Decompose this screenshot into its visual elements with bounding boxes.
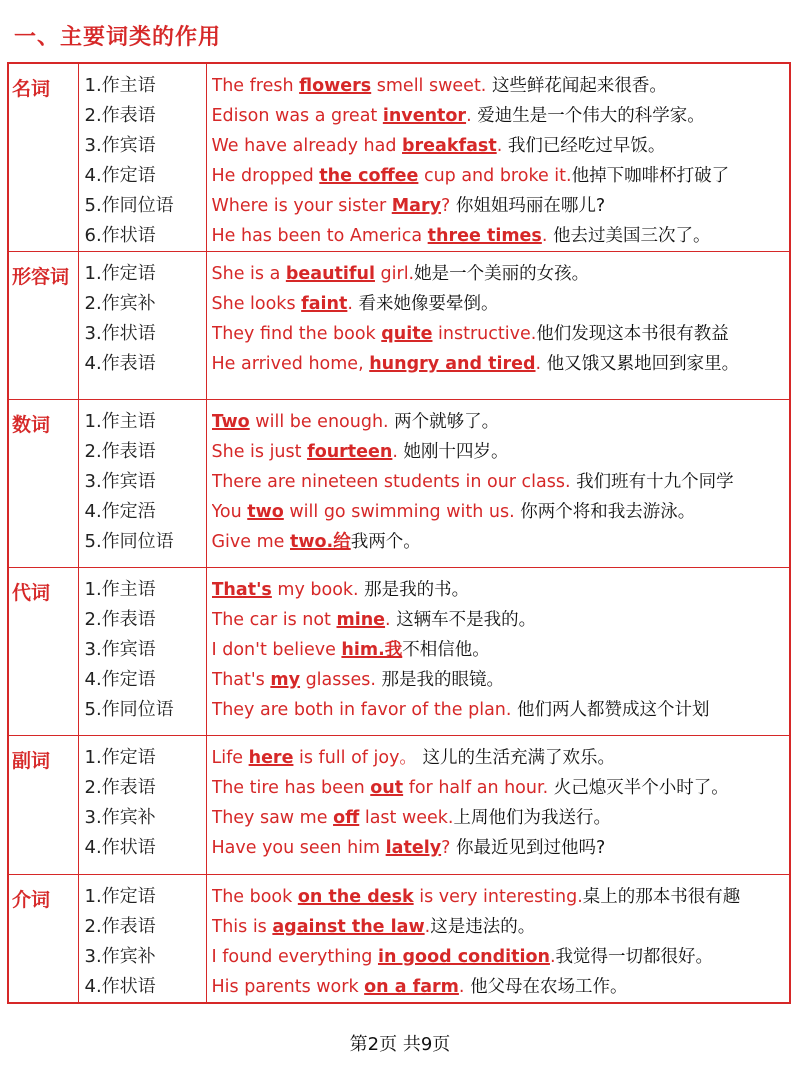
highlighted-word: against the law [272, 917, 425, 937]
chinese-translation: 这是违法的。 [430, 917, 536, 937]
sentence-text: His parents work [211, 977, 365, 997]
highlighted-word: fourteen [307, 442, 393, 462]
sentence-text: He arrived home, [211, 354, 370, 374]
sentence-text: my book. [271, 580, 365, 600]
sentence-text: last week. [359, 808, 454, 828]
highlighted-word: two.给 [290, 532, 351, 552]
roles-cell [78, 736, 206, 875]
sentence-text: smell sweet. [371, 76, 492, 96]
chinese-translation: 他去过美国三次了。 [552, 226, 711, 246]
example-sentence [212, 527, 790, 557]
example-sentence [212, 773, 790, 803]
chinese-translation: 他又饿又累地回到家里。 [546, 354, 740, 374]
example-sentence [212, 942, 790, 972]
example-sentence [212, 71, 790, 101]
example-sentence [212, 131, 790, 161]
example-sentence [212, 319, 790, 349]
example-sentence [212, 191, 790, 221]
role-label: 1.作主语 [84, 75, 156, 96]
sentence-text: glasses. [300, 670, 382, 690]
example-sentence [212, 497, 790, 527]
section-row [8, 736, 790, 875]
role-label: 1.作主语 [84, 579, 156, 600]
sentence-text: Life [211, 748, 249, 768]
chinese-translation: 我们已经吃过早饭。 [507, 136, 666, 156]
role-label: 2.作表语 [84, 916, 156, 937]
role-label: 5.作同位语 [84, 195, 174, 216]
highlighted-word: quite [381, 324, 433, 344]
chinese-translation: 不相信他。 [402, 640, 490, 660]
sentence-text: We have already had [211, 136, 403, 156]
sentence-text: Edison was a great [211, 106, 383, 126]
sentence-text: Where is your sister [211, 196, 392, 216]
role-label: 4.作表语 [84, 353, 156, 374]
highlighted-word: breakfast [402, 136, 497, 156]
sentence-text: . [424, 917, 431, 937]
highlighted-word: mine [336, 610, 386, 630]
chinese-translation: 我们班有十九个同学 [576, 472, 734, 492]
sentence-text: instructive. [432, 324, 537, 344]
sentence-text: . [392, 442, 404, 462]
highlighted-word: faint [301, 294, 348, 314]
role-label: 1.作定语 [84, 886, 156, 907]
role-label: 2.作表语 [84, 609, 156, 630]
highlighted-word: flowers [299, 76, 372, 96]
example-sentence [212, 912, 790, 942]
sentence-text: . [549, 947, 556, 967]
roles-cell [78, 568, 206, 736]
chinese-translation: 那是我的书。 [364, 580, 470, 600]
chinese-translation: 他掉下咖啡杯打破了 [571, 166, 730, 186]
highlighted-word: hungry and tired [369, 354, 536, 374]
role-label: 3.作宾语 [84, 639, 156, 660]
role-label: 5.作同位语 [84, 531, 174, 552]
sentence-text: ? [441, 196, 456, 216]
page-heading: 一、主要词类的作用 [14, 25, 222, 50]
sentence-text: . [385, 610, 397, 630]
sentence-text: is full of joy。 [293, 748, 423, 768]
role-label: 2.作表语 [84, 441, 156, 462]
sentence-text: She is just [211, 442, 308, 462]
role-label: 4.作定语 [84, 165, 156, 186]
sentence-text: He has been to America [211, 226, 428, 246]
examples-cell [206, 252, 790, 400]
sentence-text: for half an hour. [403, 778, 554, 798]
section-row [8, 400, 790, 568]
role-label: 2.作宾补 [84, 293, 156, 314]
role-label: 5.作同位语 [84, 699, 174, 720]
role-label: 2.作表语 [84, 777, 156, 798]
sentence-text: . [347, 294, 359, 314]
highlighted-word: three times [427, 226, 542, 246]
example-sentence [212, 101, 790, 131]
example-sentence [212, 289, 790, 319]
roles-cell [78, 400, 206, 568]
role-label: 6.作状语 [84, 225, 156, 246]
sentence-text: . [466, 106, 478, 126]
chinese-translation: 桌上的那本书很有趣 [582, 887, 741, 907]
example-sentence [212, 161, 790, 191]
role-label: 2.作表语 [84, 105, 156, 126]
example-sentence [212, 349, 790, 379]
role-label: 3.作宾语 [84, 135, 156, 156]
example-sentence [212, 437, 790, 467]
category-label: 数词 [8, 400, 78, 568]
highlighted-word: Mary [391, 196, 442, 216]
example-sentence [212, 882, 790, 912]
highlighted-word: two [247, 502, 284, 522]
sentence-text: They saw me [211, 808, 334, 828]
chinese-translation: 我觉得一切都很好。 [555, 947, 714, 967]
chinese-translation: 这些鲜花闻起来很香。 [491, 76, 667, 96]
example-sentence [212, 407, 790, 437]
example-sentence [212, 803, 790, 833]
category-label: 副词 [8, 736, 78, 875]
grammar-table-body [8, 63, 790, 1003]
sentence-text: They are both in favor of the plan. [211, 700, 518, 720]
sentence-text: You [211, 502, 248, 522]
sentence-text: I found everything [211, 947, 378, 967]
highlighted-word: in good condition [377, 947, 550, 967]
highlighted-word: on the desk [297, 887, 414, 907]
sentence-text: There are nineteen students in our class. [211, 472, 577, 492]
chinese-translation: 你姐姐玛丽在哪儿? [455, 196, 606, 216]
example-sentence [212, 575, 790, 605]
role-label: 4.作状语 [84, 837, 156, 858]
chinese-translation: 你最近见到过他吗? [455, 838, 606, 858]
sentence-text: This is [211, 917, 273, 937]
highlighted-word: lately [385, 838, 442, 858]
highlighted-word: That's [211, 580, 272, 600]
highlighted-word: beautiful [285, 264, 375, 284]
sentence-text: girl. [374, 264, 415, 284]
sentence-text: will be enough. [249, 412, 395, 432]
highlighted-word: him.我 [341, 640, 403, 660]
role-label: 1.作主语 [84, 411, 156, 432]
role-label: 3.作宾补 [84, 807, 156, 828]
sentence-text: ? [441, 838, 456, 858]
role-label: 4.作定浯 [84, 501, 156, 522]
sentence-text: cup and broke it. [418, 166, 572, 186]
chinese-translation: 我两个。 [350, 532, 421, 552]
category-label: 介词 [8, 875, 78, 1004]
sentence-text: The tire has been [211, 778, 371, 798]
chinese-translation: 她是一个美丽的女孩。 [414, 264, 590, 284]
sentence-text: will go swimming with us. [283, 502, 521, 522]
category-label: 形容词 [8, 252, 78, 400]
roles-cell [78, 63, 206, 252]
sentence-text: She is a [211, 264, 286, 284]
sentence-text: is very interesting. [413, 887, 583, 907]
sentence-text: They find the book [211, 324, 382, 344]
role-label: 3.作宾补 [84, 946, 156, 967]
sentence-text: . [541, 226, 553, 246]
highlighted-word: inventor [382, 106, 467, 126]
example-sentence [212, 833, 790, 863]
chinese-translation: 他们两人都赞成这个计划 [517, 700, 710, 720]
examples-cell [206, 63, 790, 252]
sentence-text: He dropped [211, 166, 320, 186]
category-label: 名词 [8, 63, 78, 252]
example-sentence [212, 972, 790, 1002]
examples-cell [206, 568, 790, 736]
example-sentence [212, 635, 790, 665]
grammar-table [7, 62, 791, 1004]
section-row [8, 252, 790, 400]
chinese-translation: 你两个将和我去游泳。 [520, 502, 696, 522]
example-sentence [212, 467, 790, 497]
role-label: 1.作定语 [84, 747, 156, 768]
chinese-translation: 火己熄灭半个小时了。 [553, 778, 729, 798]
highlighted-word: out [370, 778, 404, 798]
example-sentence [212, 221, 790, 251]
role-label: 3.作状语 [84, 323, 156, 344]
sentence-text: I don't believe [211, 640, 342, 660]
example-sentence [212, 665, 790, 695]
examples-cell [206, 736, 790, 875]
category-label: 代词 [8, 568, 78, 736]
examples-cell [206, 875, 790, 1004]
chinese-translation: 那是我的眼镜。 [381, 670, 505, 690]
sentence-text: . [496, 136, 508, 156]
section-row [8, 63, 790, 252]
section-row [8, 875, 790, 1004]
page-number: 第2页 共9页 [349, 1034, 451, 1055]
chinese-translation: 她刚十四岁。 [403, 442, 509, 462]
highlighted-word: the coffee [319, 166, 419, 186]
example-sentence [212, 605, 790, 635]
chinese-translation: 上周他们为我送行。 [453, 808, 611, 828]
sentence-text: The fresh [211, 76, 300, 96]
example-sentence [212, 695, 790, 725]
sentence-text: . [535, 354, 547, 374]
example-sentence [212, 259, 790, 289]
highlighted-word: here [248, 748, 294, 768]
chinese-translation: 他父母在农场工作。 [470, 977, 628, 997]
chinese-translation: 爱迪生是一个伟大的科学家。 [477, 106, 705, 126]
highlighted-word: on a farm [364, 977, 459, 997]
role-label: 1.作定语 [84, 263, 156, 284]
sentence-text: The car is not [211, 610, 337, 630]
sentence-text: Give me [211, 532, 290, 552]
chinese-translation: 看来她像要晕倒。 [358, 294, 499, 314]
role-label: 4.作状语 [84, 976, 156, 997]
roles-cell [78, 252, 206, 400]
example-sentence [212, 743, 790, 773]
highlighted-word: my [270, 670, 301, 690]
role-label: 4.作定语 [84, 669, 156, 690]
highlighted-word: Two [211, 412, 250, 432]
examples-cell [206, 400, 790, 568]
chinese-translation: 他们发现这本书很有教益 [536, 324, 729, 344]
sentence-text: Have you seen him [211, 838, 386, 858]
highlighted-word: off [333, 808, 360, 828]
roles-cell [78, 875, 206, 1004]
sentence-text: . [458, 977, 471, 997]
role-label: 3.作宾语 [84, 471, 156, 492]
chinese-translation: 两个就够了。 [394, 412, 500, 432]
sentence-text: That's [211, 670, 271, 690]
section-row [8, 568, 790, 736]
sentence-text: The book [211, 887, 298, 907]
sentence-text: She looks [211, 294, 302, 314]
chinese-translation: 这辆车不是我的。 [396, 610, 537, 630]
chinese-translation: 这儿的生活充满了欢乐。 [422, 748, 615, 768]
